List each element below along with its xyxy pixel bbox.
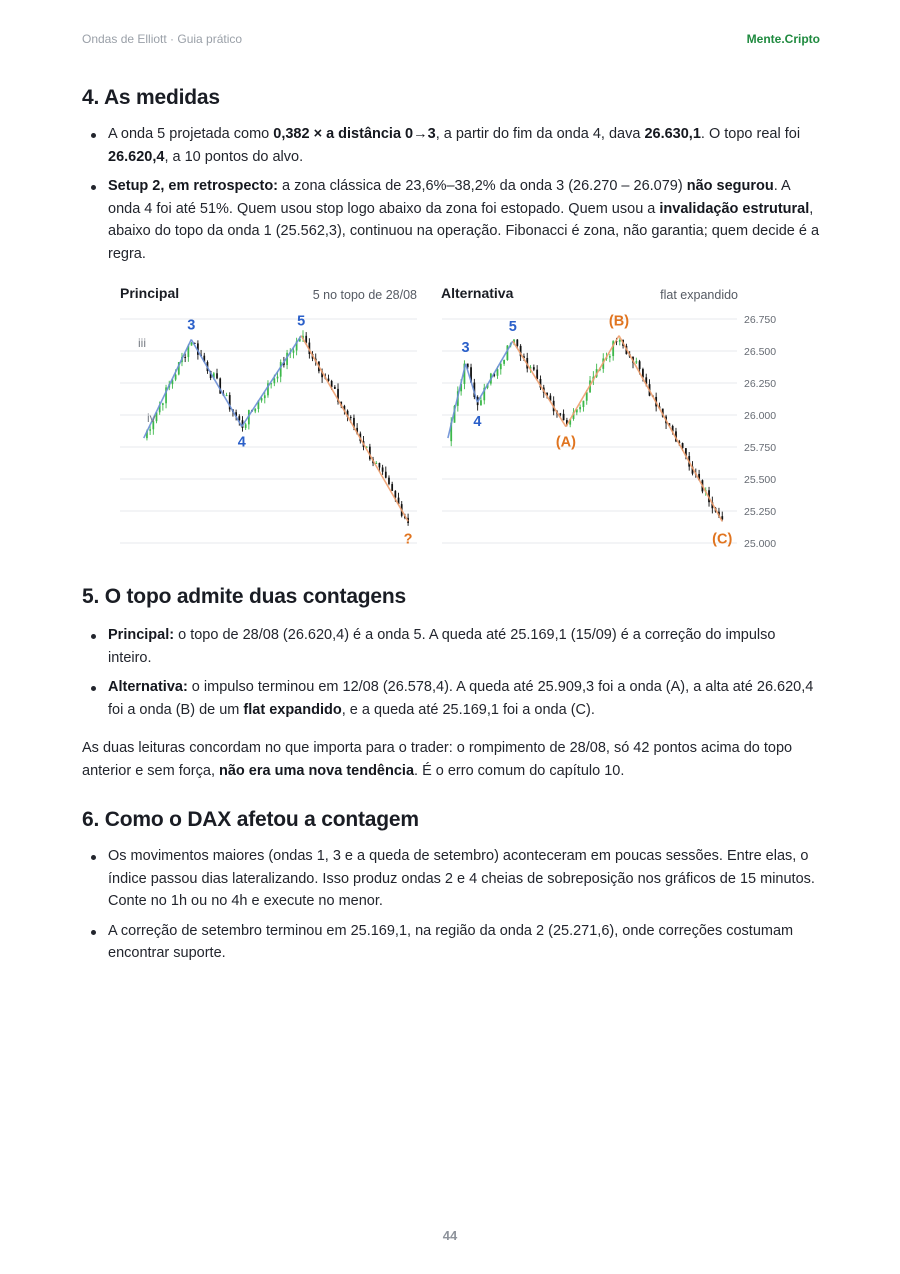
brand-name: Mente.Cripto — [746, 32, 820, 46]
wave-label: 5 — [297, 313, 306, 330]
candle-body — [382, 467, 384, 471]
candle-body — [280, 362, 282, 377]
y-tick-label: 25.250 — [744, 506, 777, 518]
chart-title: Principal — [120, 285, 180, 301]
chart-title: Alternativa — [441, 285, 514, 301]
candle-body — [245, 424, 247, 428]
candle-body — [379, 463, 381, 467]
candle-body — [388, 478, 390, 484]
candle-body — [226, 395, 228, 396]
minor-wave-label: iv — [147, 411, 156, 425]
section-title: 6. Como o DAX afetou a contagem — [82, 808, 419, 831]
minor-wave-label: iii — [138, 336, 146, 350]
wave-line — [448, 364, 466, 438]
candle-body — [583, 401, 585, 407]
wave-line — [301, 336, 408, 522]
wave-label: ? — [403, 531, 413, 548]
list-item: Os movimentos maiores (ondas 1, 3 e a queda de setembro) aconteceram em poucas sessões. Entre elas, o índice passou dias lateralizando. Isso produz ondas 2 e 4 cheias de sobreposição nos gráficos de 15 minutos. Conte no 1h ou no 4h e execute no menor. — [82, 845, 822, 913]
candle-body — [533, 367, 535, 369]
candle-body — [635, 361, 637, 362]
candle-body — [500, 364, 502, 369]
candle-body — [579, 407, 581, 409]
bullet-list — [82, 123, 822, 272]
candle-body — [184, 357, 186, 358]
candle-body — [563, 414, 565, 420]
wave-line — [242, 336, 301, 427]
candle-body — [191, 343, 193, 346]
y-tick-label: 26.750 — [744, 314, 777, 326]
candle-body — [305, 336, 307, 343]
bullet-list — [82, 845, 822, 972]
section-title: 5. O topo admite duas contagens — [82, 585, 407, 608]
candle-body — [293, 351, 295, 353]
wave-line — [619, 336, 722, 522]
list-item: Setup 2, em retrospecto: a zona clássica de 23,6%–38,2% da onda 3 (26.270 – 26.079) não segurou. A onda 4 foi até 51%. Quem usou stop logo abaixo da zona foi estopado. Quem usou a invalidação estrutural, abaixo do topo da onda 1 (25.562,3), continuou na operação. Fibonacci é zona, não garantia; quem decide é a regra. — [82, 175, 822, 265]
wave-line — [513, 341, 566, 427]
wave-label: 4 — [237, 434, 246, 451]
candle-body — [639, 361, 641, 369]
wave-label: (A) — [555, 434, 576, 451]
elliott-wave-charts — [112, 280, 792, 560]
wave-label: 3 — [187, 317, 196, 334]
candle-body — [559, 414, 561, 415]
candle-body — [350, 417, 352, 418]
wave-line — [477, 341, 512, 402]
chart-subtitle: 5 no topo de 28/08 — [312, 288, 417, 302]
candle-body — [273, 378, 275, 383]
list-item: Principal: o topo de 28/08 (26.620,4) é a onda 5. A queda até 25.169,1 (15/09) é a correção do impulso inteiro. — [82, 624, 822, 669]
list-item: Alternativa: o impulso terminou em 12/08 (26.578,4). A queda até 25.909,3 foi a onda (A), a alta até 26.620,4 foi a onda (B) de um flat expandido, e a queda até 25.169,1 foi a onda (C). — [82, 676, 822, 721]
wave-label: (B) — [608, 313, 630, 330]
wave-line — [566, 336, 619, 427]
wave-label: 3 — [461, 339, 470, 356]
bullet-list — [82, 624, 822, 728]
candle-body — [516, 340, 518, 346]
chart-subtitle: flat expandido — [660, 288, 738, 302]
candle-body — [149, 429, 151, 430]
candle-body — [264, 395, 266, 398]
candle-body — [216, 373, 218, 378]
wave-label: 4 — [473, 414, 482, 431]
candle-body — [385, 472, 387, 478]
y-tick-label: 26.000 — [744, 410, 777, 422]
wave-label: (C) — [712, 531, 733, 548]
y-tick-label: 25.750 — [744, 442, 777, 454]
candle-body — [391, 484, 393, 491]
section-title: 4. As medidas — [82, 86, 220, 109]
charts-svg — [112, 280, 792, 560]
page-number: 44 — [442, 1228, 458, 1243]
wave-label: 5 — [508, 319, 517, 336]
list-item: A onda 5 projetada como 0,382 × a distância 0→3, a partir do fim da onda 4, dava 26.630,1. O topo real foi 26.620,4, a 10 pontos do alvo. — [82, 123, 822, 168]
candle-body — [254, 409, 256, 411]
candle-body — [175, 374, 177, 379]
paragraph: As duas leituras concordam no que importa para o trader: o rompimento de 28/08, só 42 pontos acima do topo anterior e sem força, não era uma nova tendência. É o erro comum do capítulo 10. — [82, 740, 793, 779]
y-tick-label: 26.500 — [744, 346, 777, 358]
y-tick-label: 26.250 — [744, 378, 777, 390]
list-item: A correção de setembro terminou em 25.169,1, na região da onda 2 (25.271,6), onde correções costumam encontrar suporte. — [82, 920, 822, 965]
y-tick-label: 25.500 — [744, 474, 777, 486]
candle-body — [480, 400, 482, 405]
candle-body — [334, 387, 336, 389]
candle-body — [619, 340, 621, 342]
candle-body — [277, 377, 279, 379]
candle-body — [609, 356, 611, 358]
candle-body — [536, 370, 538, 379]
running-header-title: Ondas de Elliott · Guia prático — [82, 32, 243, 46]
candle-body — [503, 360, 505, 364]
y-tick-label: 25.000 — [744, 538, 777, 550]
candle-body — [162, 403, 164, 405]
